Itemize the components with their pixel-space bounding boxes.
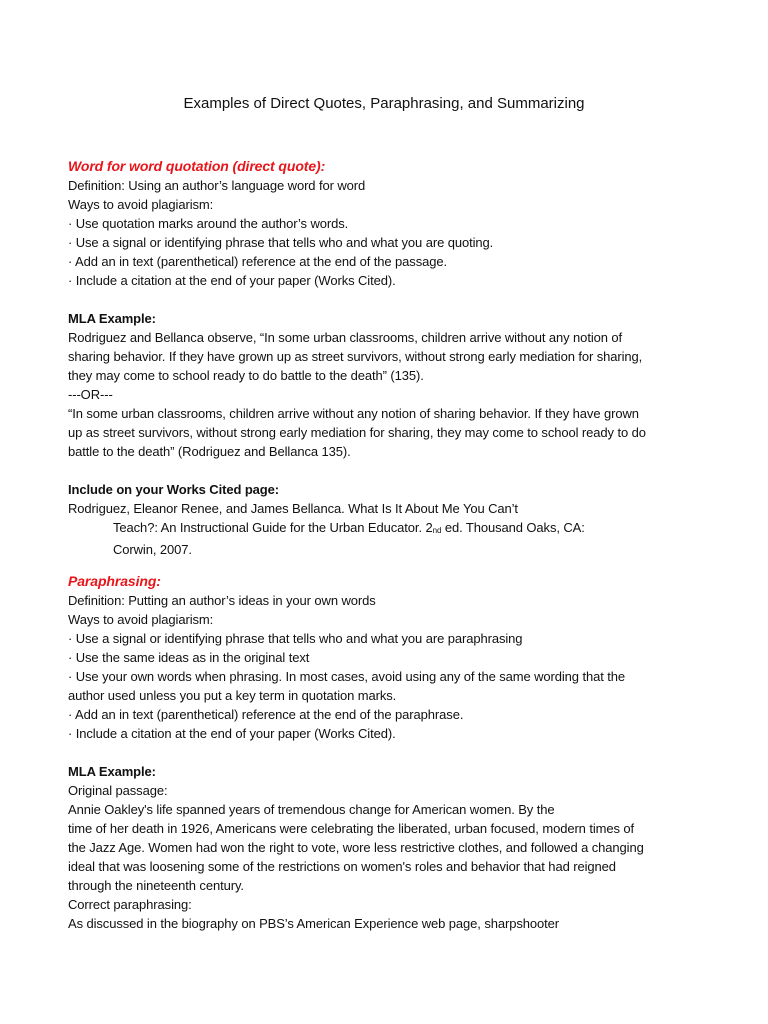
mla-example-line: Original passage: (68, 783, 168, 798)
spacer (68, 559, 718, 571)
mla-example-separator: ---OR--- (68, 387, 113, 402)
mla-example-2-section (68, 762, 718, 933)
direct-quote-definition: Definition: Using an author’s language word for word (68, 178, 366, 193)
mla-example-1-section (68, 309, 718, 461)
mla-example-line: Annie Oakley's life spanned years of tremendous change for American women. By the (68, 802, 555, 817)
mla-example-line: through the nineteenth century. (68, 878, 244, 893)
mla-example-line: time of her death in 1926, Americans were celebrating the liberated, urban focused, modern times of (68, 821, 635, 836)
paraphrasing-definition: Definition: Putting an author’s ideas in your own words (68, 593, 376, 608)
works-cited-entry-line: Corwin, 2007. (113, 542, 192, 557)
direct-quote-bullet: · Add an in text (parenthetical) reference at the end of the passage. (68, 254, 448, 269)
mla-example-heading: MLA Example: (68, 311, 156, 326)
mla-example-line: As discussed in the biography on PBS’s American Experience web page, sharpshooter (68, 916, 560, 931)
mla-example-line: ideal that was loosening some of the restrictions on women's roles and behavior that had reigned (68, 859, 616, 874)
works-cited-entry-line (68, 518, 718, 540)
works-cited-entry-line: Rodriguez, Eleanor Renee, and James Bellanca. What Is It About Me You Can’t (68, 501, 518, 516)
mla-example-line: Rodriguez and Bellanca observe, “In some urban classrooms, children arrive without any notion of (68, 330, 623, 345)
paraphrasing-bullet: · Use the same ideas as in the original text (68, 650, 310, 665)
paraphrasing-bullet: · Include a citation at the end of your paper (Works Cited). (68, 726, 396, 741)
mla-example-line: sharing behavior. If they have grown up as street survivors, without strong early mediation for sharing, (68, 349, 643, 364)
direct-quote-section (68, 156, 718, 290)
mla-example-line: battle to the death” (Rodriguez and Bellanca 135). (68, 444, 351, 459)
works-cited-heading: Include on your Works Cited page: (68, 482, 279, 497)
paraphrasing-section (68, 571, 718, 743)
spacer (68, 743, 718, 762)
page-title: Examples of Direct Quotes, Paraphrasing, and Summarizing (183, 95, 585, 112)
paraphrasing-heading: Paraphrasing: (68, 573, 161, 589)
works-cited-text: Teach?: An Instructional Guide for the Urban Educator. 2 (113, 520, 433, 535)
paraphrasing-bullet: · Add an in text (parenthetical) reference at the end of the paraphrase. (68, 707, 464, 722)
direct-quote-bullet: · Use quotation marks around the author’s words. (68, 216, 349, 231)
mla-example-line: they may come to school ready to do battle to the death” (135). (68, 368, 424, 383)
direct-quote-bullet: · Use a signal or identifying phrase that tells who and what you are quoting. (68, 235, 494, 250)
mla-example-line: up as street survivors, without strong early mediation for sharing, they may come to school ready to do (68, 425, 646, 440)
works-cited-section (68, 480, 718, 559)
paraphrasing-bullet: · Use a signal or identifying phrase that tells who and what you are paraphrasing (68, 631, 523, 646)
direct-quote-heading: Word for word quotation (direct quote): (68, 158, 326, 174)
mla-example-heading: MLA Example: (68, 764, 156, 779)
document-body (68, 156, 718, 933)
mla-example-line: the Jazz Age. Women had won the right to vote, wore less restrictive clothes, and followed a changing (68, 840, 644, 855)
direct-quote-bullet: · Include a citation at the end of your paper (Works Cited). (68, 273, 396, 288)
mla-example-line: Correct paraphrasing: (68, 897, 192, 912)
spacer (68, 290, 718, 309)
paraphrasing-ways-label: Ways to avoid plagiarism: (68, 612, 214, 627)
works-cited-text: ed. Thousand Oaks, CA: (441, 520, 585, 535)
ordinal-suffix: nd (432, 526, 442, 535)
direct-quote-ways-label: Ways to avoid plagiarism: (68, 197, 214, 212)
spacer (68, 461, 718, 480)
mla-example-line: “In some urban classrooms, children arrive without any notion of sharing behavior. If they have grown (68, 406, 639, 421)
paraphrasing-bullet: · Use your own words when phrasing. In most cases, avoid using any of the same wording that the (68, 669, 626, 684)
paraphrasing-bullet: author used unless you put a key term in quotation marks. (68, 688, 397, 703)
